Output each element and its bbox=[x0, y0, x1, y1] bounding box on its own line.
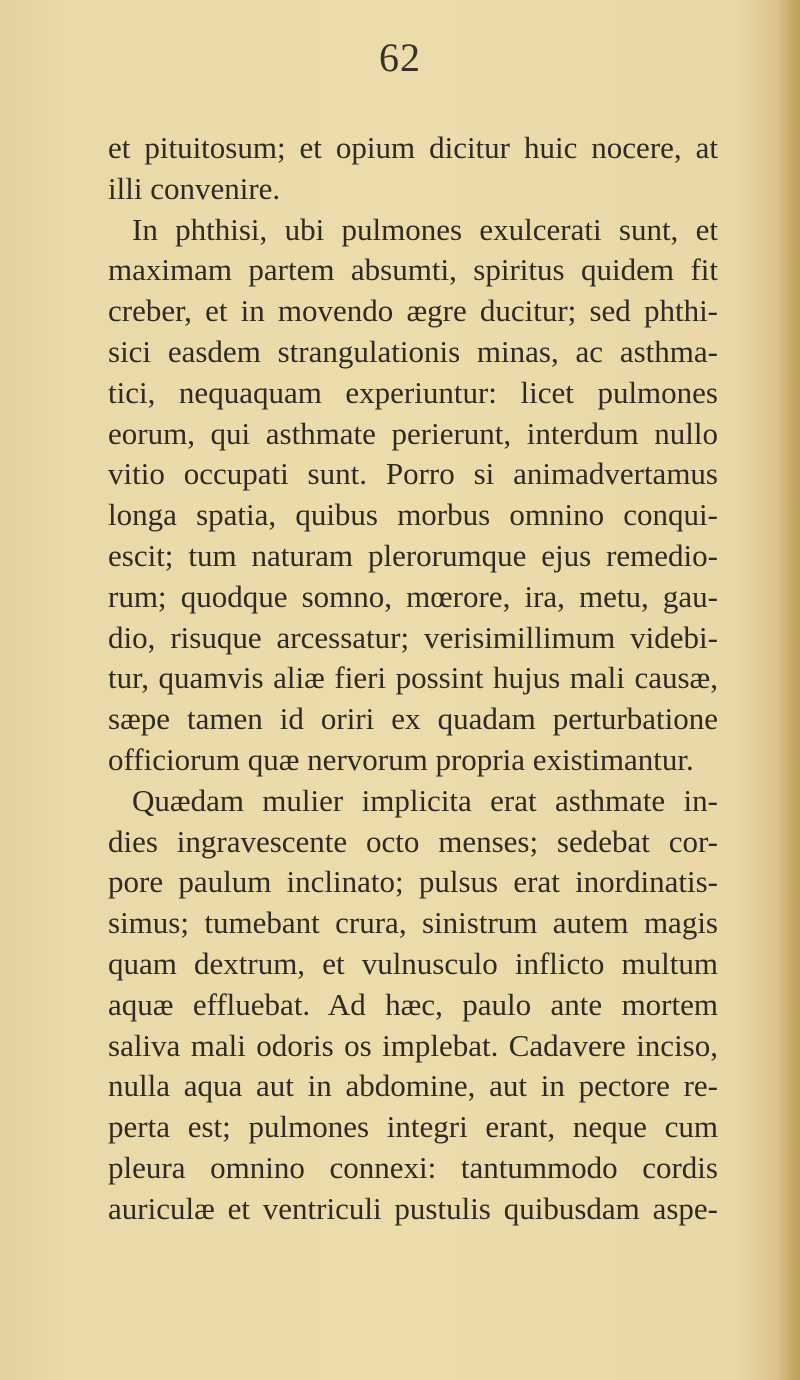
text-line: eorum, qui asthmate perierunt, interdum nullo bbox=[108, 415, 718, 451]
text-line: rum; quodque somno, mœrore, ira, metu, gau- bbox=[108, 578, 718, 614]
text-line: longa spatia, quibus morbus omnino conqui- bbox=[108, 497, 718, 533]
page-number: 62 bbox=[379, 35, 421, 80]
text-line: dio, risuque arcessatur; verisimillimum videbi- bbox=[108, 619, 718, 655]
text-line: officiorum quæ nervorum propria existimantur. bbox=[108, 741, 694, 777]
text-line: perta est; pulmones integri erant, neque cum bbox=[108, 1109, 718, 1145]
text-line: dies ingravescente octo menses; sedebat cor- bbox=[108, 823, 718, 859]
text-line: auriculæ et ventriculi pustulis quibusdam aspe- bbox=[108, 1190, 718, 1226]
text-line: illi convenire. bbox=[108, 170, 281, 206]
text-line: pleura omnino connexi: tantummodo cordis bbox=[108, 1149, 718, 1185]
text-line: vitio occupati sunt. Porro si animadvertamus bbox=[108, 456, 718, 492]
body-text bbox=[108, 128, 718, 1230]
text-line: escit; tum naturam plerorumque ejus remedio- bbox=[108, 537, 718, 573]
text-line: Quædam mulier implicita erat asthmate in- bbox=[132, 782, 718, 818]
text-line: In phthisi, ubi pulmones exulcerati sunt, et bbox=[132, 211, 718, 247]
text-line: pore paulum inclinato; pulsus erat inordinatis- bbox=[108, 864, 718, 900]
text-line: tur, quamvis aliæ fieri possint hujus mali causæ, bbox=[108, 660, 718, 696]
text-line: simus; tumebant crura, sinistrum autem magis bbox=[108, 905, 718, 941]
page-edge-shadow bbox=[778, 0, 800, 1380]
text-line: sici easdem strangulationis minas, ac asthma- bbox=[108, 333, 718, 369]
text-line: aquæ effluebat. Ad hæc, paulo ante mortem bbox=[108, 986, 718, 1022]
text-line: tici, nequaquam experiuntur: licet pulmones bbox=[108, 374, 718, 410]
text-line: quam dextrum, et vulnusculo inflicto multum bbox=[108, 945, 718, 981]
text-line: sæpe tamen id oriri ex quadam perturbatione bbox=[108, 701, 718, 737]
text-line: nulla aqua aut in abdomine, aut in pectore re- bbox=[108, 1068, 718, 1104]
text-line: maximam partem absumti, spiritus quidem fit bbox=[108, 252, 718, 288]
text-line: creber, et in movendo ægre ducitur; sed phthi- bbox=[108, 293, 718, 329]
text-line: et pituitosum; et opium dicitur huic nocere, at bbox=[108, 130, 718, 165]
text-line: saliva mali odoris os implebat. Cadavere inciso, bbox=[108, 1027, 718, 1063]
